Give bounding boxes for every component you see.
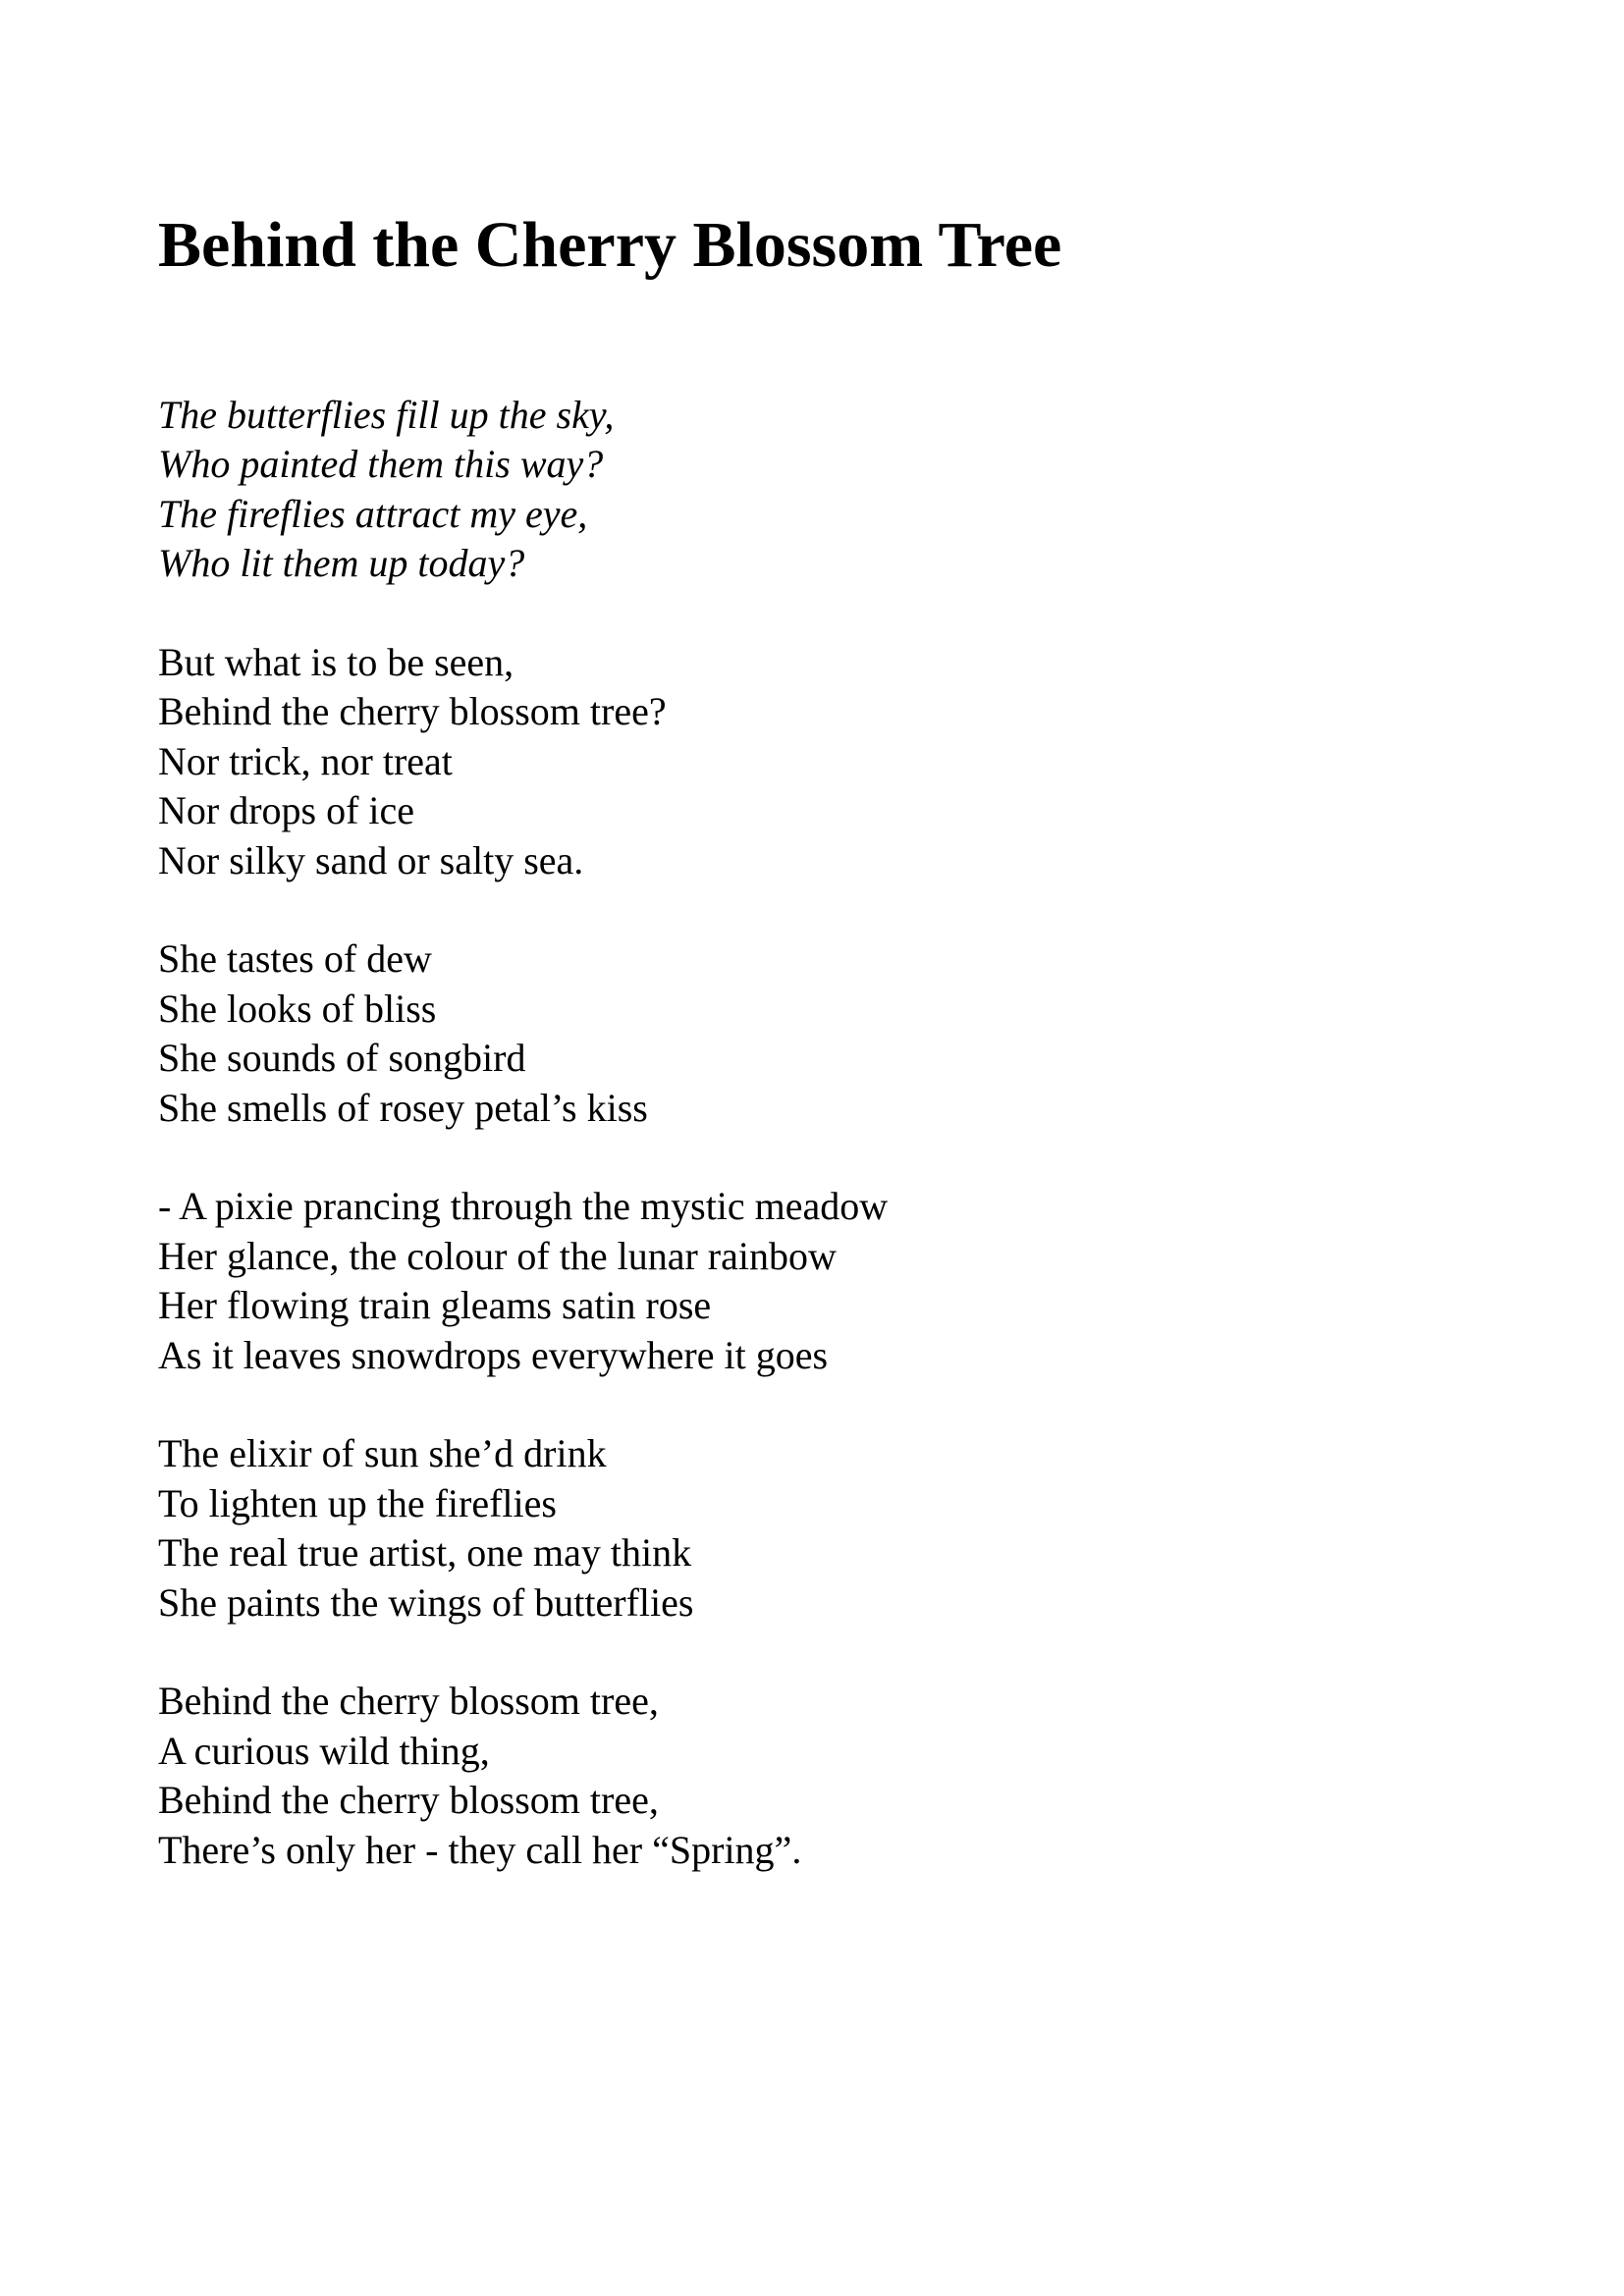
stanza — [158, 1182, 888, 1380]
poem-line: The fireflies attract my eye, — [158, 491, 588, 536]
poem-line: As it leaves snowdrops everywhere it goes — [158, 1332, 829, 1377]
poem-line: She paints the wings of butterflies — [158, 1579, 694, 1625]
poem-line: Behind the cherry blossom tree, — [158, 1679, 659, 1724]
poem-line: A curious wild thing, — [158, 1728, 490, 1773]
poem-line: She tastes of dew — [158, 936, 432, 982]
poem-line: She looks of bliss — [158, 986, 437, 1031]
stanza — [158, 391, 888, 589]
stanza — [158, 934, 888, 1133]
poem-line: To lighten up the fireflies — [158, 1480, 557, 1525]
poem-line: - A pixie prancing through the mystic meadow — [158, 1184, 889, 1229]
poem-line: Behind the cherry blossom tree, — [158, 1778, 659, 1823]
poem-line: The real true artist, one may think — [158, 1530, 692, 1575]
stanza — [158, 1677, 888, 1875]
poem-line: She sounds of songbird — [158, 1036, 526, 1081]
poem-line: Nor trick, nor treat — [158, 738, 453, 783]
poem-line: Nor silky sand or salty sea. — [158, 837, 584, 882]
poem-line: Her glance, the colour of the lunar rainbow — [158, 1233, 837, 1278]
poem-line: But what is to be seen, — [158, 640, 514, 685]
poem-line: Nor drops of ice — [158, 788, 415, 833]
poem-line: Who painted them this way? — [158, 442, 604, 487]
poem-line: The elixir of sun she’d drink — [158, 1431, 607, 1476]
stanza — [158, 1429, 888, 1628]
poem-title: Behind the Cherry Blossom Tree — [158, 209, 1062, 281]
poem-line: The butterflies fill up the sky, — [158, 393, 615, 437]
poem-line: Who lit them up today? — [158, 541, 525, 586]
poem-line: Her flowing train gleams satin rose — [158, 1283, 712, 1328]
stanza — [158, 638, 888, 885]
poem-line: Behind the cherry blossom tree? — [158, 689, 667, 734]
poem-line: She smells of rosey petal’s kiss — [158, 1085, 648, 1130]
poem-body — [158, 391, 888, 1925]
poem-line: There’s only her - they call her “Spring”. — [158, 1827, 802, 1872]
